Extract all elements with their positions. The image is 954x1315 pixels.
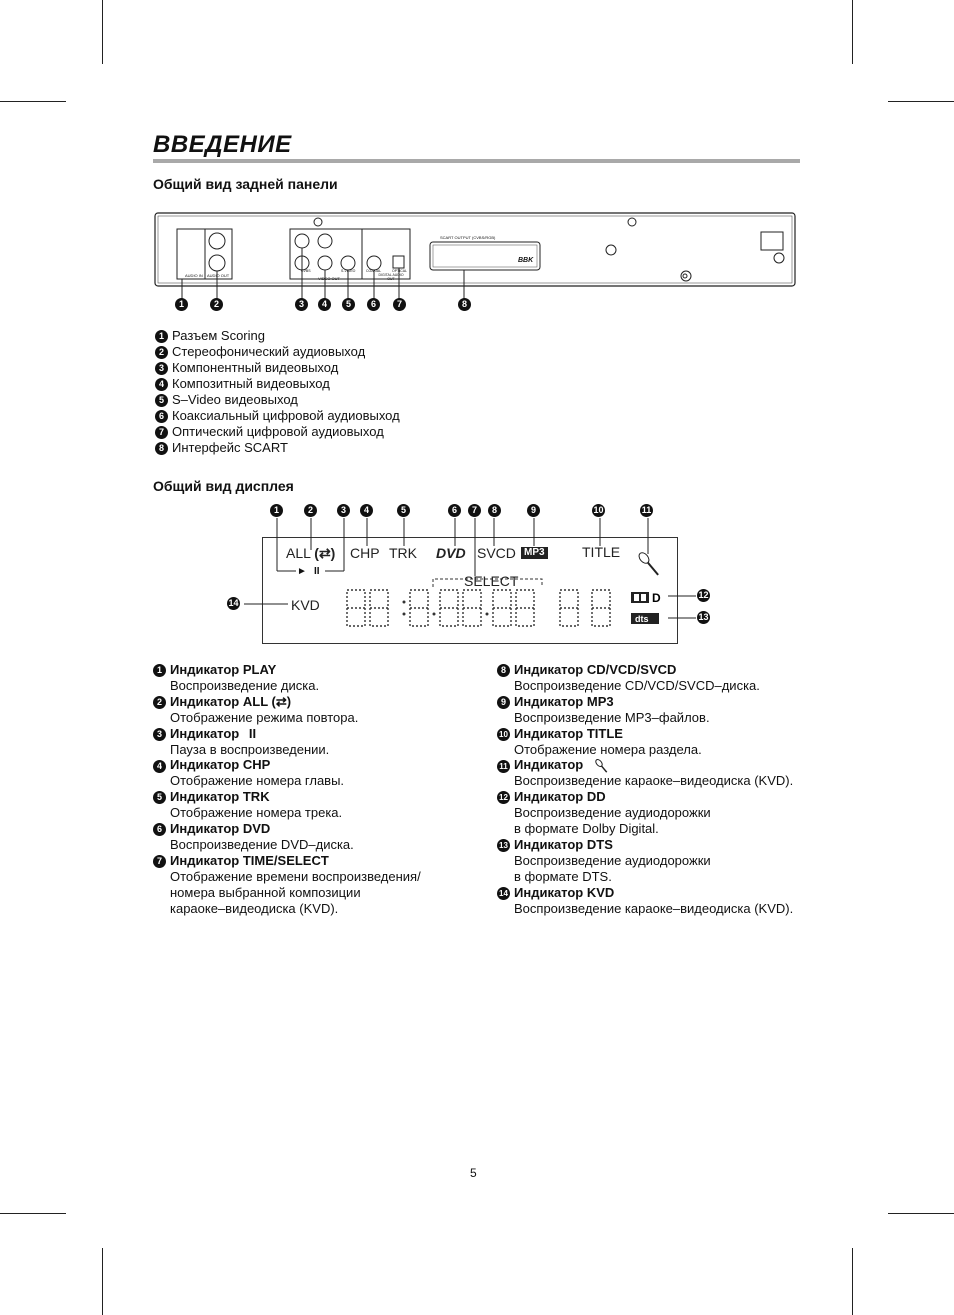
display-callout: 11	[641, 505, 652, 515]
list-item: 3 Компонентный видеовыход	[155, 360, 400, 376]
list-item: 14 Индикатор KVD	[497, 885, 807, 901]
list-item: 7 Оптический цифровой аудиовыход	[155, 424, 400, 440]
list-item: 11 Индикатор	[497, 757, 807, 773]
list-item: 8 Интерфейс SCART	[155, 440, 400, 456]
crop-mark	[888, 1213, 954, 1214]
rear-callout: 4	[318, 298, 331, 311]
cvbs-label: CVBS	[301, 269, 311, 273]
list-item: 7 Индикатор TIME/SELECT	[153, 853, 483, 869]
video-out-label: VIDEO OUT	[318, 276, 341, 281]
heading-rule	[153, 159, 800, 163]
crop-mark	[102, 1248, 103, 1315]
display-callout: 14	[228, 598, 239, 608]
coaxial-label: COAXIAL	[366, 269, 382, 273]
rear-callout: 2	[210, 298, 223, 311]
page-heading: ВВЕДЕНИЕ	[153, 131, 292, 158]
rear-callout: 8	[458, 298, 471, 311]
audio-in-label: AUDIO IN	[185, 273, 203, 278]
microphone-icon	[593, 759, 611, 773]
display-callout: 13	[698, 612, 709, 622]
scart-output-label: SCART OUTPUT (CVBS/RGB)	[440, 235, 496, 240]
list-item: 3 Индикатор II	[153, 726, 483, 742]
svg-text:dts: dts	[635, 614, 649, 624]
list-item: 5 S–Video видеовыход	[155, 392, 400, 408]
display-callout: 6	[448, 504, 461, 517]
rear-callout: 5	[342, 298, 355, 311]
lcd-select-indicator: SELECT	[464, 573, 519, 589]
optical-label: OPTICAL	[392, 269, 407, 273]
pause-icon: II	[248, 725, 257, 741]
list-item: 12 Индикатор DD	[497, 789, 807, 805]
list-item: 2 Индикатор ALL (⇄)	[153, 694, 483, 710]
rear-callout: 6	[367, 298, 380, 311]
audio-out-label: AUDIO OUT	[207, 273, 230, 278]
list-item: 4 Индикатор CHP	[153, 757, 483, 773]
rear-callout: 3	[295, 298, 308, 311]
list-item: 1 Разъем Scoring	[155, 328, 400, 344]
list-item: 9 Индикатор MP3	[497, 694, 807, 710]
brand-logo: BBK	[518, 257, 534, 264]
list-item: 4 Композитный видеовыход	[155, 376, 400, 392]
lcd-mp3-indicator: MP3	[521, 547, 548, 559]
s-video-label: S-VIDEO	[341, 269, 356, 273]
display-callout: 12	[698, 590, 709, 600]
list-item: 5 Индикатор TRK	[153, 789, 483, 805]
rear-callout: 7	[393, 298, 406, 311]
display-callout: 5	[397, 504, 410, 517]
lcd-pause-indicator: II	[314, 566, 320, 577]
list-item: 10 Индикатор TITLE	[497, 726, 807, 742]
list-item: 1 Индикатор PLAY	[153, 662, 483, 678]
list-item: 6 Индикатор DVD	[153, 821, 483, 837]
crop-mark	[852, 0, 853, 64]
rear-panel-list	[155, 328, 400, 456]
lcd-kvd-indicator: KVD	[291, 597, 320, 613]
digital-audio-out-label: DIGITAL AUDIO OUT	[378, 273, 404, 281]
rear-panel-title: Общий вид задней панели	[153, 176, 338, 192]
display-callout: 8	[488, 504, 501, 517]
display-list-left: 1 Индикатор PLAY Воспроизведение диска. 2 Индикатор ALL (⇄) Отображение режима повтора. 3 Индикатор II Пауза в воспроизведении. 4 Индикатор CHP Отображение номера главы. 5 Индикатор TRK Отображение номера трека. 6 Индикатор DVD Воспроизведение DVD–диска. 7 Индикатор TIME/SELECT Отображение времени воспроизведения/ номера выбранной композиции караоке–видеодиска (KVD).	[153, 662, 483, 917]
display-title: Общий вид дисплея	[153, 478, 294, 494]
list-item: 8 Индикатор CD/VCD/SVCD	[497, 662, 807, 678]
crop-mark	[0, 101, 66, 102]
display-callout: 10	[593, 505, 604, 515]
lcd-dvd-indicator: DVD	[436, 545, 466, 561]
display-callout: 7	[468, 504, 481, 517]
display-callout: 9	[527, 504, 540, 517]
crop-mark	[888, 101, 954, 102]
display-list-right: 8 Индикатор CD/VCD/SVCD Воспроизведение CD/VCD/SVCD–диска. 9 Индикатор MP3 Воспроизведение MP3–файлов. 10 Индикатор TITLE Отображение номера раздела. 11 Индикатор Воспроизведение караоке–видеодиска (KVD). 12 Индикатор DD Воспроизведение аудиодорожки в формате Dolby Digital. 13 Индикатор DTS Воспроизведение аудиодорожки в формате DTS. 14 Индикатор KVD Воспроизведение караоке–видеодиска (KVD).	[497, 662, 807, 917]
lcd-svcd-indicator: SVCD	[477, 545, 516, 561]
rear-callout: 1	[175, 298, 188, 311]
lcd-play-indicator: ►	[297, 566, 307, 577]
display-callout: 3	[337, 504, 350, 517]
svg-text:D: D	[652, 591, 661, 605]
lcd-all-indicator: ALL (⇄)	[286, 545, 336, 561]
list-item: 6 Коаксиальный цифровой аудиовыход	[155, 408, 400, 424]
page-number: 5	[470, 1166, 477, 1180]
display-callout: 1	[270, 504, 283, 517]
list-item: 13 Индикатор DTS	[497, 837, 807, 853]
lcd-title-indicator: TITLE	[582, 544, 621, 560]
rear-panel-diagram	[150, 205, 800, 317]
crop-mark	[852, 1248, 853, 1315]
display-callout: 2	[304, 504, 317, 517]
crop-mark	[102, 0, 103, 64]
display-callout: 4	[360, 504, 373, 517]
crop-mark	[0, 1213, 66, 1214]
list-item: 2 Стереофонический аудиовыход	[155, 344, 400, 360]
lcd-chp-indicator: CHP	[350, 545, 380, 561]
lcd-trk-indicator: TRK	[389, 545, 417, 561]
